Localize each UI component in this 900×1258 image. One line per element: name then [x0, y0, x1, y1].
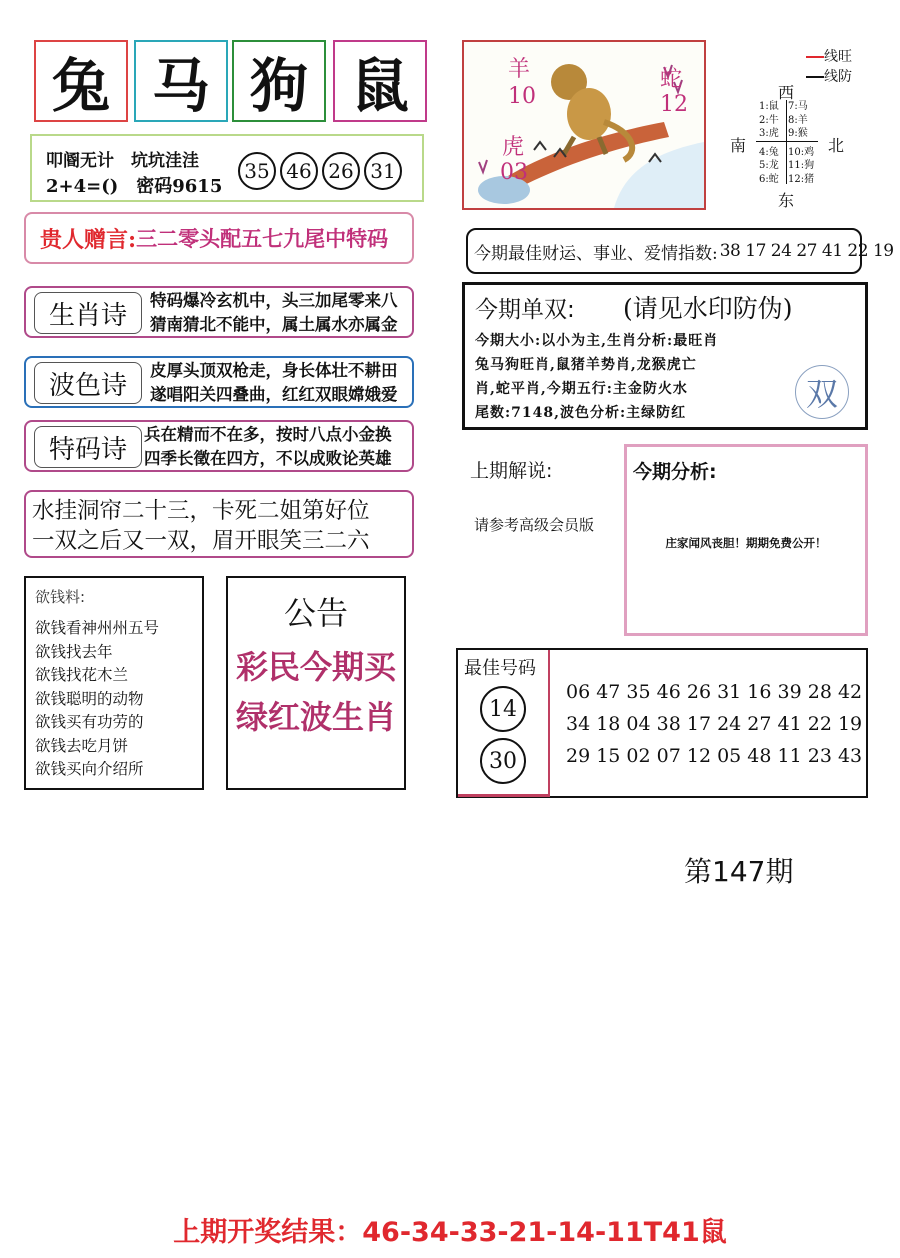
riddle-numbers [238, 152, 406, 190]
poem-line-2: 猜南猜北不能中，属土属水亦属金 [150, 315, 398, 334]
sheep-number: 10 [508, 84, 536, 109]
verse-line-1: 水挂洞帘二十三，卡死二姐第好位 [32, 498, 370, 524]
single-double-box [462, 282, 868, 430]
gift-label: 贵人赠言: [40, 226, 137, 253]
analysis-text: 庄家闻风丧胆！期期免费公开！ [665, 536, 827, 550]
best-number-grid [566, 676, 862, 772]
zodiac-box-2 [134, 40, 228, 122]
last-result: 上期开奖结果：46-34-33-21-14-11T41鼠 [173, 1217, 727, 1248]
zodiac-index: 1:鼠 [759, 101, 779, 112]
zodiac-text: 狗 [249, 52, 308, 120]
compass-east: 东 [778, 191, 795, 210]
zodiac-text: 马 [151, 52, 210, 120]
snake-number: 12 [660, 92, 688, 117]
poem-label: 生肖诗 [34, 292, 142, 334]
poem-line-1: 皮厚头顶双枪走，身长体壮不耕田 [150, 361, 398, 380]
poem-line-1: 兵在精而不在多，按时八点小金换 [144, 425, 392, 444]
riddle-box [30, 134, 424, 202]
gift-banner [24, 212, 414, 264]
compass-left-column [759, 100, 785, 186]
fortune-numbers: 38 17 24 27 41 22 19 [719, 241, 894, 261]
notice-box [226, 576, 406, 790]
best-ball-2: 30 [480, 738, 526, 784]
fortune-label: 今期最佳财运、事业、爱情指数: [474, 243, 718, 264]
poem-line-2: 遂唱阳关四叠曲，红红双眼嫦娥爱 [150, 385, 398, 404]
zodiac-box-3 [232, 40, 326, 122]
compass-south: 南 [730, 136, 747, 155]
fortune-box [466, 228, 894, 274]
zodiac-index: 7:马 [788, 101, 808, 112]
zodiac-index: 6:蛇 [759, 173, 779, 185]
poem-line-2: 四季长徵在四方，不以成败论英雄 [144, 449, 392, 468]
zodiac-index: 3:虎 [759, 128, 779, 139]
tiger-number: 03 [500, 160, 528, 185]
notice-line-1: 彩民今期买 [235, 648, 396, 686]
list-item: 欲钱找花木兰 [35, 666, 129, 684]
issue-number: 第147期 [684, 855, 794, 888]
list-item: 欲钱买向介绍所 [35, 760, 144, 778]
notice-title: 公告 [283, 594, 348, 632]
zodiac-index: 10:鸡 [788, 146, 815, 158]
poem-box-zodiac [24, 286, 414, 338]
verse-line-2: 一双之后又一双，眉开眼笑三二六 [32, 528, 370, 554]
compass-legend [806, 46, 852, 86]
poem-label: 波色诗 [34, 362, 142, 404]
analysis-line: 兔马狗旺肖,鼠猪羊势肖,龙猴虎亡 [475, 357, 697, 373]
legend-guard: 线防 [824, 69, 852, 85]
list-item: 欲钱去吃月饼 [35, 736, 129, 755]
analysis-line: 肖,蛇平肖,今期五行:主金防火水 [475, 381, 688, 397]
legend-prosper: 线旺 [824, 49, 852, 65]
list-item: 欲钱看神州州五号 [35, 619, 160, 637]
zodiac-text: 兔 [51, 52, 110, 120]
gift-text: 三二零头配五七九尾中特码 [136, 226, 389, 251]
analysis-title: 今期分析: [633, 461, 717, 483]
analysis-line: 今期大小:以小为主,生肖分析:最旺肖 [475, 333, 719, 349]
zodiac-index: 11:狗 [788, 160, 815, 171]
last-period-title: 上期解说: [470, 460, 553, 482]
compass-north: 北 [828, 136, 845, 155]
best-numbers-box [456, 648, 868, 798]
zodiac-index: 12:猪 [788, 173, 815, 185]
number-ball: 35 [238, 152, 276, 190]
number-row: 34 18 04 38 17 24 27 41 22 19 [566, 713, 863, 735]
best-title: 最佳号码 [464, 658, 536, 679]
single-double-note: (请见水印防伪) [623, 294, 793, 323]
sheep-label: 羊 [508, 57, 531, 82]
list-item: 欲钱买有功劳的 [35, 713, 144, 731]
number-ball: 31 [364, 152, 402, 190]
zodiac-index: 8:羊 [788, 114, 808, 126]
verse-box [24, 490, 414, 558]
number-ball: 46 [280, 152, 318, 190]
list-item: 欲钱找去年 [35, 642, 113, 661]
zodiac-index: 9:猴 [788, 128, 808, 139]
money-list [35, 617, 202, 782]
zodiac-box-4 [333, 40, 427, 122]
number-row: 06 47 35 46 26 31 16 39 28 42 [566, 681, 863, 703]
number-row: 29 15 02 07 12 05 48 11 23 43 [566, 745, 863, 767]
single-double-title: 今期单双: [475, 297, 575, 323]
snake-label: 蛇 [660, 67, 683, 92]
zodiac-index: 5:龙 [759, 160, 779, 171]
picture-box [462, 40, 706, 210]
list-item: 欲钱聪明的动物 [35, 689, 144, 708]
poem-box-color [24, 356, 414, 408]
compass-horizontal-line [756, 141, 818, 142]
tiger-label: 虎 [502, 135, 525, 160]
poem-box-special [24, 420, 414, 472]
compass-west: 西 [778, 83, 795, 102]
double-stamp: 双 [795, 365, 849, 419]
zodiac-box-1 [34, 40, 128, 122]
zodiac-index: 2:牛 [759, 114, 779, 126]
number-ball: 26 [322, 152, 360, 190]
poem-line-1: 特码爆冷玄机中，头三加尾零来八 [150, 291, 398, 310]
single-double-analysis [475, 329, 718, 425]
compass-right-column [788, 100, 822, 186]
riddle-line-1: 叩阍无计 坑坑洼洼 [46, 151, 199, 171]
money-box [24, 576, 204, 790]
last-period-text: 请参考高级会员版 [474, 516, 595, 534]
money-title: 欲钱料: [35, 588, 86, 606]
zodiac-text: 鼠 [350, 52, 409, 120]
riddle-line-2: 2+4=() 密码9615 [46, 176, 223, 197]
best-ball-1: 14 [480, 686, 526, 732]
notice-line-2: 绿红波生肖 [235, 698, 396, 736]
analysis-box [624, 444, 868, 636]
compass-vertical-line [786, 100, 787, 184]
poem-label: 特码诗 [34, 426, 142, 468]
zodiac-index: 4:兔 [759, 146, 779, 158]
analysis-line: 尾数:7148,波色分析:主绿防红 [475, 405, 687, 421]
best-underline [458, 794, 550, 797]
